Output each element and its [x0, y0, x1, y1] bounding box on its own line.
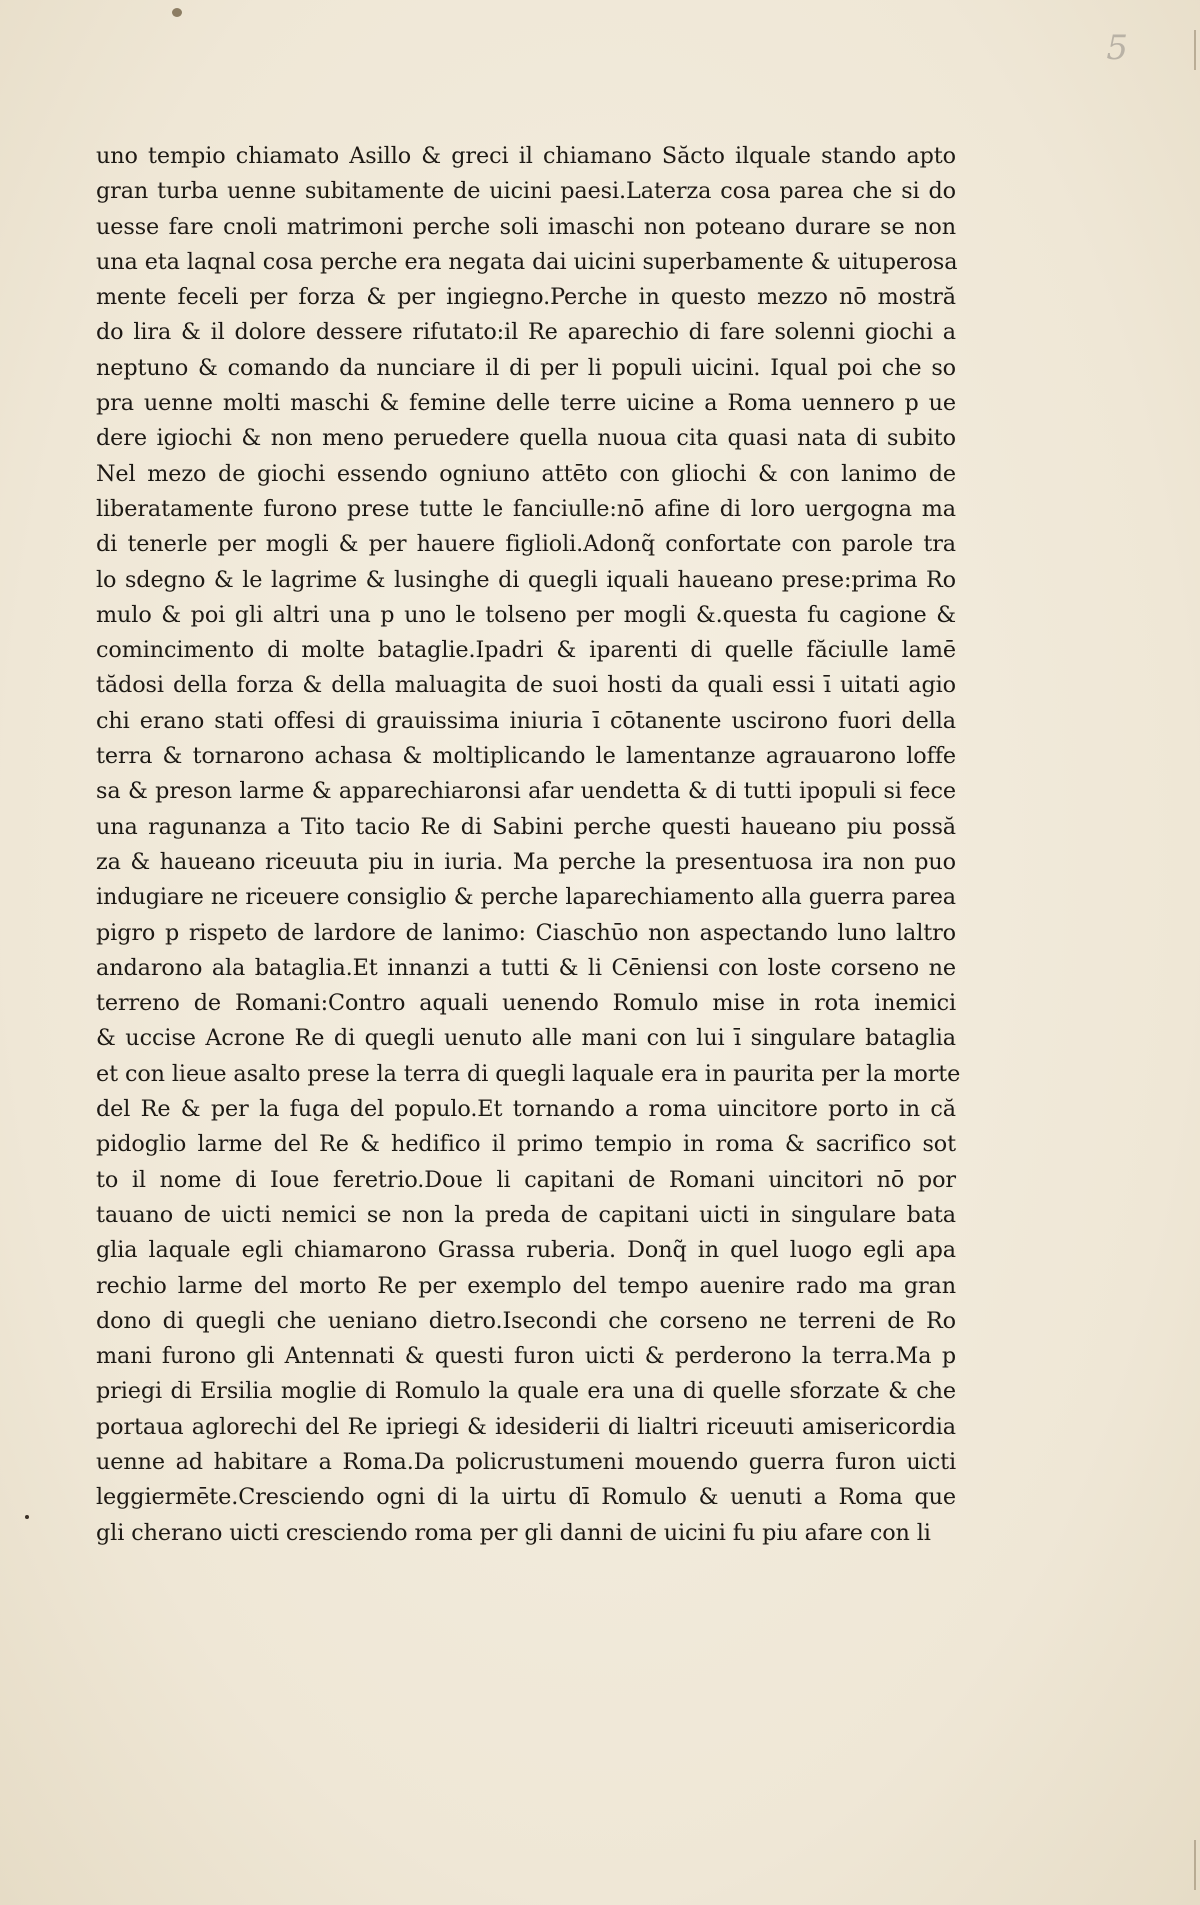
text-line: comincimento di molte bataglie.Ipadri & iparenti di quelle făciulle lamē	[96, 637, 956, 664]
text-line: priegi di Ersilia moglie di Romulo la quale era una di quelle sforzate & che	[96, 1378, 956, 1405]
text-line: tădosi della forza & della maluagita de suoi hosti da quali essi ī uitati agio	[96, 672, 956, 699]
ink-spot	[25, 1515, 29, 1519]
text-line: gran turba uenne subitamente de uicini paesi.Laterza cosa parea che si do	[96, 178, 956, 205]
text-line: Nel mezo de giochi essendo ogniuno attēto con gliochi & con lanimo de	[96, 460, 956, 487]
text-line: neptuno & comando da nunciare il di per li populi uicini. Iqual poi che so	[96, 354, 956, 381]
text-line: chi erano stati offesi di grauissima iniuria ī cōtanente uscirono fuori della	[96, 707, 956, 734]
text-line: leggiermēte.Cresciendo ogni di la uirtu dī Romulo & uenuti a Roma que	[96, 1484, 956, 1511]
text-line: del Re & per la fuga del populo.Et tornando a roma uincitore porto in că	[96, 1096, 956, 1123]
text-line: za & haueano riceuuta piu in iuria. Ma perche la presentuosa ira non puo	[96, 848, 956, 875]
text-line: terra & tornarono achasa & moltiplicando le lamentanze agrauarono loffe	[96, 743, 956, 770]
text-line: pidoglio larme del Re & hedifico il primo tempio in roma & sacrifico sot	[96, 1131, 956, 1158]
text-line: mulo & poi gli altri una p uno le tolseno per mogli &.questa fu cagione &	[96, 601, 956, 628]
text-line: mente feceli per forza & per ingiegno.Perche in questo mezzo nō mostră	[96, 284, 956, 311]
text-line: una eta laqnal cosa perche era negata dai uicini superbamente & uituperosa	[96, 248, 958, 275]
page-edge-mark	[1194, 1840, 1196, 1890]
text-line: rechio larme del morto Re per exemplo del tempo auenire rado ma gran	[96, 1272, 956, 1299]
text-line: dere igiochi & non meno peruedere quella nuoua cita quasi nata di subito	[96, 425, 956, 452]
ink-spot	[172, 8, 182, 17]
text-line: lo sdegno & le lagrime & lusinghe di quegli iquali haueano prese:prima Ro	[96, 566, 956, 593]
text-line: uenne ad habitare a Roma.Da policrustumeni mouendo guerra furon uicti	[96, 1448, 956, 1475]
text-block	[96, 139, 961, 1551]
text-line: indugiare ne riceuere consiglio & perche laparechiamento alla guerra parea	[96, 884, 956, 911]
text-line: & uccise Acrone Re di quegli uenuto alle mani con lui ī singulare bataglia	[96, 1025, 956, 1052]
folio-number: 5	[1106, 28, 1128, 68]
text-line: pra uenne molti maschi & femine delle terre uicine a Roma uennero p ue	[96, 390, 956, 417]
text-line: terreno de Romani:Contro aquali uenendo Romulo mise in rota inemici	[96, 990, 956, 1017]
text-line: una ragunanza a Tito tacio Re di Sabini perche questi haueano piu possă	[96, 813, 956, 840]
text-line: uesse fare cnoli matrimoni perche soli imaschi non poteano durare se non	[96, 213, 956, 240]
text-line: glia laquale egli chiamarono Grassa ruberia. Donq̃ in quel luogo egli apa	[96, 1237, 956, 1264]
page-edge-mark	[1194, 30, 1196, 70]
text-line: liberatamente furono prese tutte le fanciulle:nō afine di loro uergogna ma	[96, 495, 956, 522]
text-line: uno tempio chiamato Asillo & greci il chiamano Săcto ilquale stando apto	[96, 143, 956, 169]
text-line: sa & preson larme & apparechiaronsi afar uendetta & di tutti ipopuli si fece	[96, 778, 956, 805]
text-line: et con lieue asalto prese la terra di quegli laquale era in paurita per la morte	[96, 1060, 961, 1087]
text-line: andarono ala bataglia.Et innanzi a tutti & li Cēniensi con loste corseno ne	[96, 954, 956, 981]
text-line: pigro p rispeto de lardore de lanimo: Ciaschūo non aspectando luno laltro	[96, 919, 956, 946]
text-line: di tenerle per mogli & per hauere figlioli.Adonq̃ confortate con parole tra	[96, 531, 956, 558]
text-line: tauano de uicti nemici se non la preda de capitani uicti in singulare bata	[96, 1201, 956, 1228]
text-line: to il nome di Ioue feretrio.Doue li capitani de Romani uincitori nō por	[96, 1166, 956, 1193]
text-line: do lira & il dolore dessere rifutato:il Re aparechio di fare solenni giochi a	[96, 319, 956, 346]
text-line: portaua aglorechi del Re ipriegi & idesiderii di lialtri riceuuti amisericordia	[96, 1413, 956, 1440]
text-line: gli cherano uicti cresciendo roma per gli danni de uicini fu piu afare con li	[96, 1519, 931, 1546]
text-line: dono di quegli che ueniano dietro.Isecondi che corseno ne terreni de Ro	[96, 1307, 956, 1334]
text-line: mani furono gli Antennati & questi furon uicti & perderono la terra.Ma p	[96, 1343, 956, 1370]
